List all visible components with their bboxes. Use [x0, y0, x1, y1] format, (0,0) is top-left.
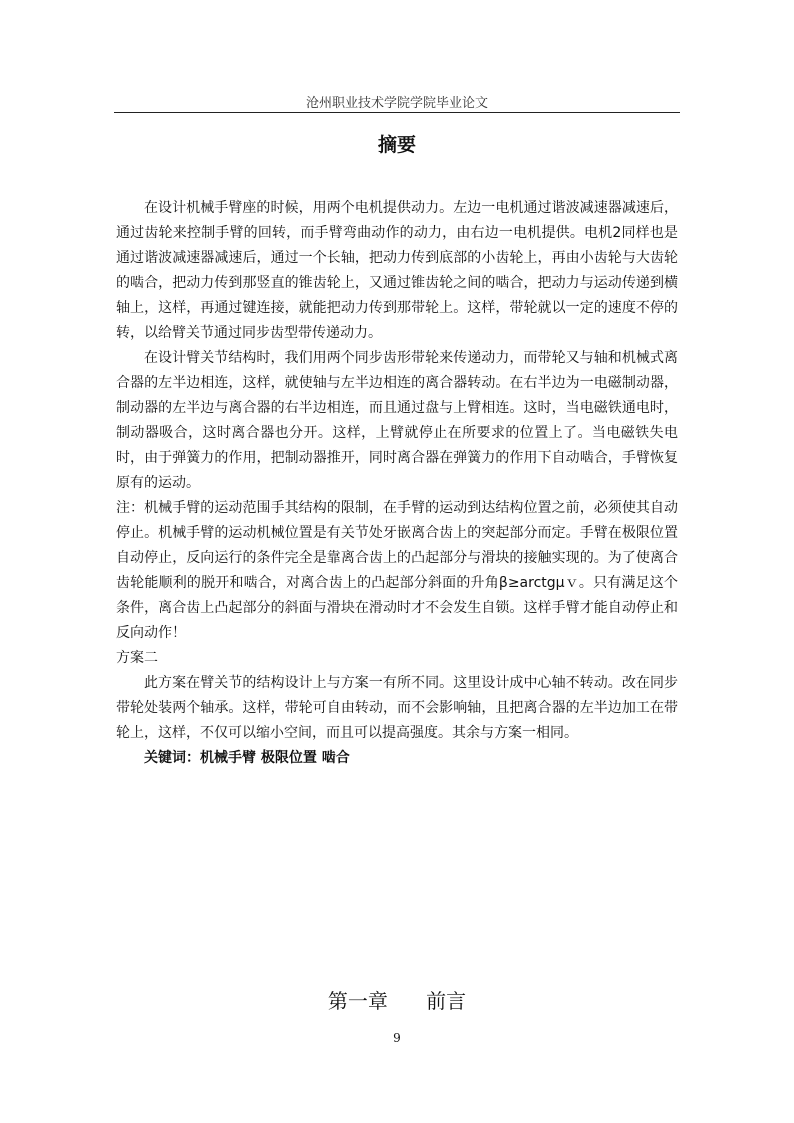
scheme-two-heading: 方案二	[116, 650, 158, 666]
abstract-paragraph-scheme-two: 此方案在臂关节的结构设计上与方案一有所不同。这里设计成中心轴不转动。改在同步带轮处装两个轴承。这样，带轮可自由转动，而不会影响轴，且把离合器的左半边加工在带轮上，这样，不仅可以缩小空间，而且可以提高强度。其余与方案一相同。	[116, 675, 678, 741]
keywords-line: 关键词：机械手臂 极限位置 啮合	[144, 750, 350, 766]
abstract-paragraph-1: 在设计机械手臂座的时候，用两个电机提供动力。左边一电机通过谐波减速器减速后，通过齿轮来控制手臂的回转，而手臂弯曲动作的动力，由右边一电机提供。电机2同样也是通过谐波减速器减速后，通过一个长轴，把动力传到底部的小齿轮上，再由小齿轮与大齿轮的啮合，把动力传到那竖直的锥齿轮上，又通过锥齿轮之间的啮合，把动力与运动传递到横轴上，这样，再通过键连接，就能把动力传到那带轮上。这样，带轮就以一定的速度不停的转，以给臂关节通过同步齿型带传递动力。	[116, 200, 678, 341]
abstract-note-paragraph: 注：机械手臂的运动范围手其结构的限制，在手臂的运动到达结构位置之前，必须使其自动停止。机械手臂的运动机械位置是有关节处牙嵌离合齿上的突起部分而定。手臂在极限位置自动停止，反向运行的条件完全是靠离合齿上的凸起部分与滑块的接触实现的。为了使离合齿轮能顺利的脱开和啮合，对离合齿上的凸起部分斜面的升角β≥arctgμｖ。只有满足这个条件，离合齿上凸起部分的斜面与滑块在滑动时才不会发生自锁。这样手臂才能自动停止和反向动作！	[116, 500, 678, 641]
abstract-paragraph-2: 在设计臂关节结构时，我们用两个同步齿形带轮来传递动力，而带轮又与轴和机械式离合器的左半边相连，这样，就使轴与左半边相连的离合器转动。在右半边为一电磁制动器，制动器的左半边与离合器的右半边相连，而且通过盘与上臂相连。这时，当电磁铁通电时，制动器吸合，这时离合器也分开。这样，上臂就停止在所要求的位置上了。当电磁铁失电时，由于弹簧力的作用，把制动器推开，同时离合器在弹簧力的作用下自动啮合，手臂恢复原有的运动。	[116, 350, 678, 491]
chapter-title: 第一章 前言	[327, 989, 467, 1013]
page-number: 9	[393, 1031, 401, 1045]
header-rule	[114, 112, 680, 113]
abstract-title: 摘要	[377, 134, 416, 156]
abstract-body	[116, 196, 678, 771]
running-header: 沧州职业技术学院学院毕业论文	[305, 96, 488, 111]
